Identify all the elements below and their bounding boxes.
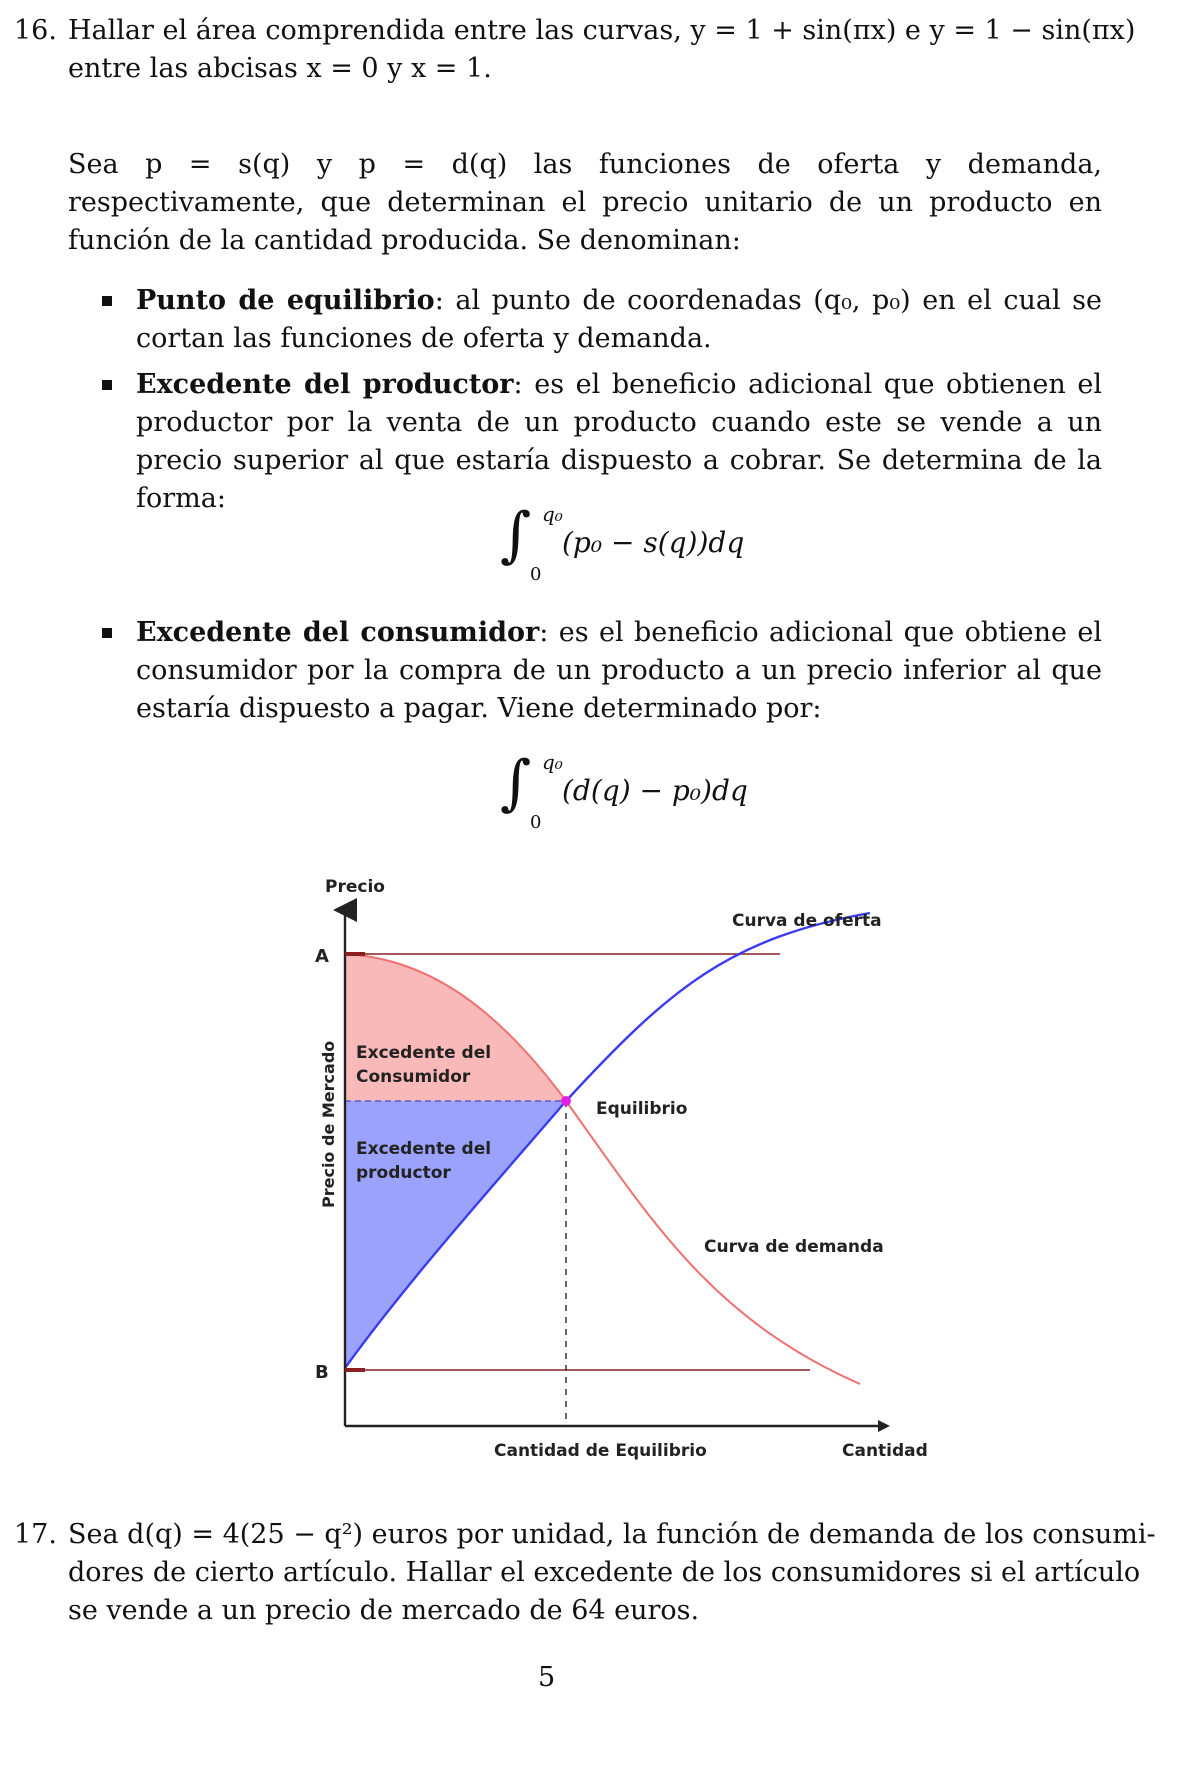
problem-16-line-1: Hallar el área comprendida entre las curvas, y = 1 + sin(πx) e y = 1 − sin(πx) [68, 15, 1136, 46]
label-precio-mercado: Precio de Mercado [319, 1040, 338, 1208]
supply-demand-diagram [290, 848, 950, 1468]
intro-paragraph: Sea p = s(q) y p = d(q) las funciones de oferta y demanda, respectivamente, que determinan el precio unitario de un producto en función de la cantidad producida. Se denominan: [68, 149, 1102, 256]
integral-upper-limit: q₀ [542, 502, 563, 526]
bullet-term: Excedente del productor [136, 369, 514, 400]
page-number: 5 [538, 1662, 556, 1693]
label-cantidad-equilibrio: Cantidad de Equilibrio [494, 1441, 707, 1461]
bullet-body: : al punto de coordenadas (q₀, p₀) en el cual se cortan las funciones de oferta y demanda. [136, 285, 1102, 354]
label-curva-oferta: Curva de oferta [732, 911, 882, 931]
integral-body: (p₀ − s(q))dq [562, 526, 745, 559]
integral-sign: ∫ [500, 500, 532, 570]
integral-upper-limit: q₀ [542, 750, 563, 774]
problem-17-line-2: dores de cierto artículo. Hallar el excedente de los consumidores si el artículo [68, 1557, 1141, 1588]
bullet-body: : es el beneficio adicional que obtienen el productor por la venta de un producto cuando este se vende a un precio superior al que estaría dispuesto a cobrar. Se determina de la forma: [136, 369, 1103, 514]
integral-body: (d(q) − p₀)dq [562, 774, 748, 807]
bullet-text [136, 282, 1102, 358]
problem-16-line-2: entre las abcisas x = 0 y x = 1. [68, 53, 492, 84]
problem-17-line-1: Sea d(q) = 4(25 − q²) euros por unidad, la función de demanda de los consumi- [68, 1519, 1156, 1550]
bullet-term: Excedente del consumidor [136, 617, 540, 648]
label-equilibrio: Equilibrio [596, 1099, 688, 1119]
integral-lower-limit: 0 [530, 812, 542, 833]
bullet-square-icon [102, 380, 112, 390]
formula-excedente-consumidor [500, 748, 760, 846]
label-excedente-consumidor-1: Excedente del [356, 1043, 492, 1063]
integral-sign: ∫ [500, 748, 532, 818]
label-excedente-productor-2: productor [356, 1163, 451, 1183]
integral-lower-limit: 0 [530, 564, 542, 585]
problem-17-line-3: se vende a un precio de mercado de 64 euros. [68, 1595, 700, 1626]
bullet-text [136, 366, 1102, 518]
label-b: B [315, 1362, 329, 1383]
equilibrium-point [561, 1096, 571, 1106]
bullet-body: : es el beneficio adicional que obtiene el consumidor por la compra de un producto a un precio inferior al que estaría dispuesto a pagar. Viene determinado por: [136, 617, 1102, 724]
problem-16-number: 16. [14, 15, 57, 46]
label-curva-demanda: Curva de demanda [704, 1237, 884, 1257]
label-cantidad: Cantidad [842, 1441, 928, 1461]
label-excedente-productor-1: Excedente del [356, 1139, 492, 1159]
formula-excedente-productor [500, 500, 760, 598]
bullet-square-icon [102, 296, 112, 306]
bullet-term: Punto de equilibrio [136, 285, 435, 316]
label-excedente-consumidor-2: Consumidor [356, 1067, 471, 1087]
label-precio: Precio [325, 877, 385, 897]
label-a: A [315, 946, 329, 967]
x-axis-arrow-icon [878, 1420, 890, 1432]
bullet-square-icon [102, 628, 112, 638]
problem-17-number: 17. [14, 1519, 57, 1550]
bullet-text [136, 614, 1102, 728]
